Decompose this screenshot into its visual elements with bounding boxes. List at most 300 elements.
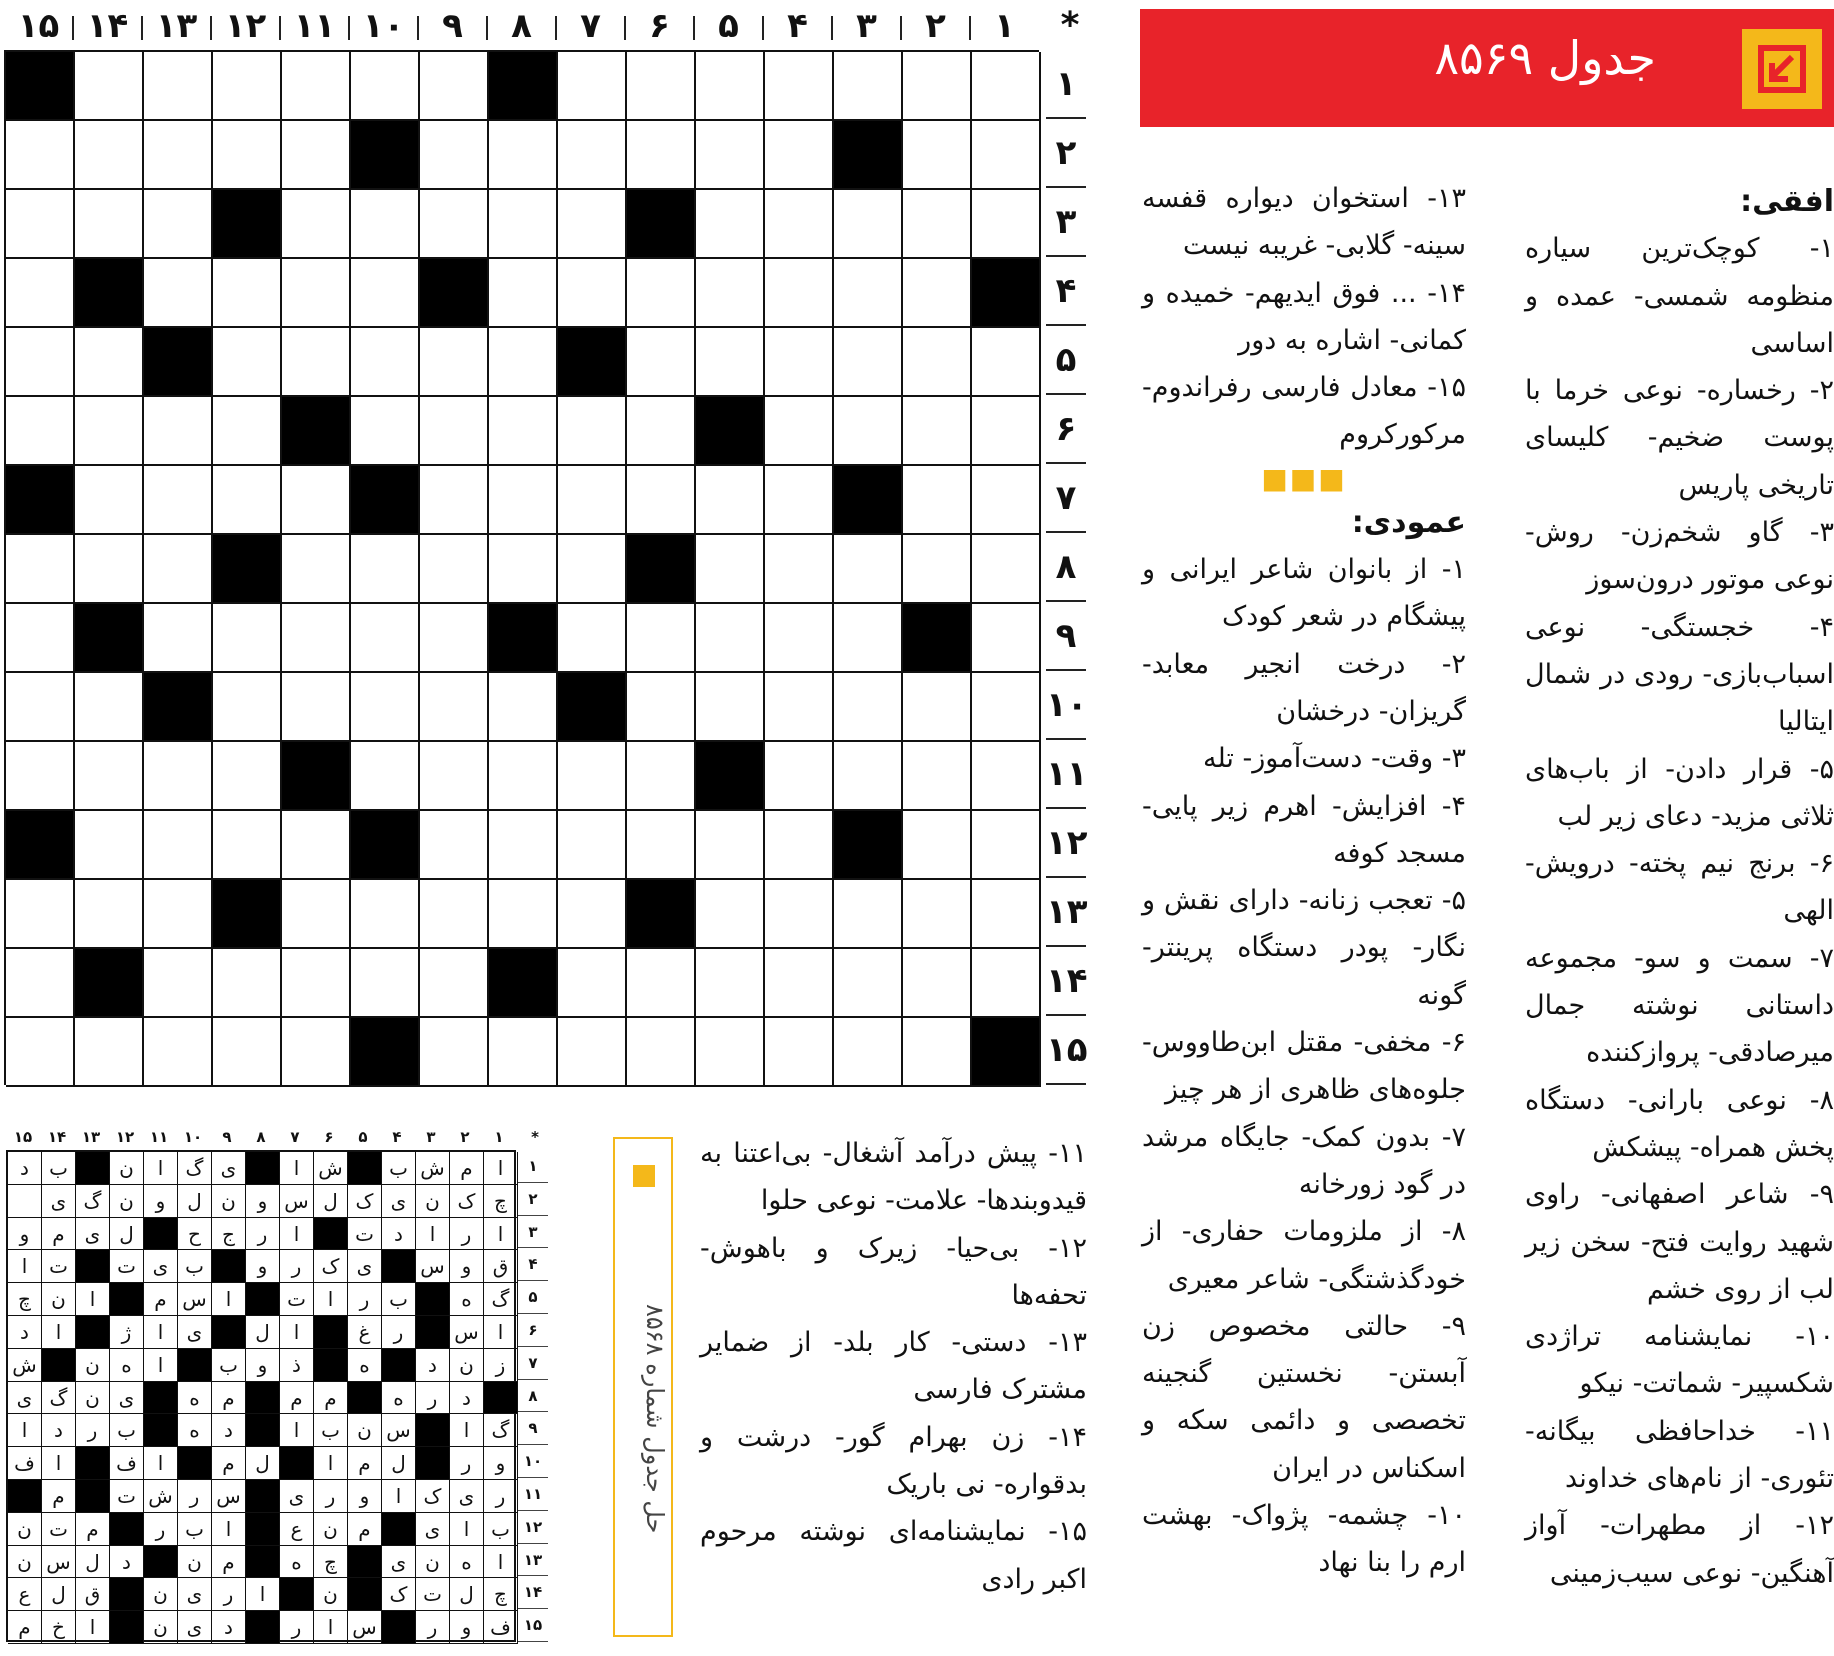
grid-cell[interactable] — [972, 949, 1041, 1018]
grid-cell[interactable] — [282, 604, 351, 673]
grid-cell[interactable] — [765, 121, 834, 190]
grid-cell[interactable] — [144, 397, 213, 466]
grid-cell[interactable] — [489, 811, 558, 880]
solution-cell: ر — [144, 1513, 178, 1546]
solution-black-cell — [246, 1414, 280, 1447]
grid-cell[interactable] — [972, 328, 1041, 397]
grid-cell[interactable] — [627, 1018, 696, 1087]
column-number: ۳ — [856, 6, 877, 46]
black-cell — [972, 259, 1041, 328]
grid-cell[interactable] — [558, 466, 627, 535]
grid-cell[interactable] — [765, 880, 834, 949]
solution-cell: ا — [212, 1283, 246, 1316]
grid-cell[interactable] — [972, 604, 1041, 673]
grid-cell[interactable] — [627, 397, 696, 466]
grid-cell[interactable] — [972, 121, 1041, 190]
grid-cell[interactable] — [903, 121, 972, 190]
clue: ۷- سمت و سو- مجموعه داستانی نوشته جمال میرصادقی- پروازکننده — [1525, 942, 1834, 1069]
solution-cell: ا — [416, 1218, 450, 1251]
clue: ۱۴- زن بهرام گور- درشت و بدقواره- نی باریک — [700, 1421, 1087, 1501]
solution-cell: ک — [450, 1185, 484, 1218]
solution-cell: ا — [280, 1218, 314, 1251]
grid-cell[interactable] — [627, 52, 696, 121]
header-banner — [1140, 9, 1834, 127]
grid-cell[interactable] — [489, 742, 558, 811]
grid-cell[interactable] — [765, 535, 834, 604]
solution-cell: ن — [314, 1513, 348, 1546]
grid-cell[interactable] — [282, 466, 351, 535]
grid-cell[interactable] — [765, 466, 834, 535]
grid-cell[interactable] — [144, 52, 213, 121]
grid-cell[interactable] — [834, 949, 903, 1018]
solution-cell: ل — [246, 1447, 280, 1480]
grid-cell[interactable] — [972, 52, 1041, 121]
grid-cell[interactable] — [903, 742, 972, 811]
grid-cell[interactable] — [75, 397, 144, 466]
solution-cell: ق — [484, 1250, 518, 1283]
grid-cell[interactable] — [351, 535, 420, 604]
solution-cell: ا — [484, 1152, 518, 1185]
column-number: ۵ — [718, 6, 739, 46]
grid-cell[interactable] — [420, 949, 489, 1018]
solution-black-cell — [314, 1316, 348, 1349]
solution-cell: ا — [450, 1414, 484, 1447]
grid-cell[interactable] — [75, 1018, 144, 1087]
grid-cell[interactable] — [213, 742, 282, 811]
solution-cell: ل — [110, 1218, 144, 1251]
grid-cell[interactable] — [696, 328, 765, 397]
grid-cell[interactable] — [903, 949, 972, 1018]
grid-cell[interactable] — [834, 880, 903, 949]
logo — [1742, 29, 1822, 109]
solution-column-number: ۱۵ — [13, 1128, 33, 1146]
grid-cell[interactable] — [6, 604, 75, 673]
grid-cell[interactable] — [420, 1018, 489, 1087]
grid-cell[interactable] — [489, 259, 558, 328]
grid-cell[interactable] — [144, 880, 213, 949]
grid-cell[interactable] — [6, 673, 75, 742]
grid-cell[interactable] — [420, 397, 489, 466]
grid-cell[interactable] — [351, 604, 420, 673]
solution-cell: ل — [178, 1185, 212, 1218]
grid-cell[interactable] — [420, 880, 489, 949]
grid-cell[interactable] — [558, 742, 627, 811]
solution-cell: ا — [8, 1414, 42, 1447]
grid-cell[interactable] — [420, 328, 489, 397]
grid-cell[interactable] — [627, 121, 696, 190]
grid-cell[interactable] — [834, 604, 903, 673]
grid-cell[interactable] — [903, 397, 972, 466]
grid-cell[interactable] — [144, 535, 213, 604]
grid-cell[interactable] — [696, 259, 765, 328]
grid-cell[interactable] — [696, 949, 765, 1018]
grid-cell[interactable] — [903, 880, 972, 949]
grid-cell[interactable] — [696, 535, 765, 604]
black-cell — [351, 121, 420, 190]
solution-cell: و — [246, 1349, 280, 1382]
grid-cell[interactable] — [489, 880, 558, 949]
grid-cell[interactable] — [6, 328, 75, 397]
grid-cell[interactable] — [420, 673, 489, 742]
solution-black-cell — [348, 1546, 382, 1579]
solution-cell: ن — [76, 1382, 110, 1415]
grid-cell[interactable] — [6, 880, 75, 949]
solution-cell: ی — [382, 1185, 416, 1218]
solution-cell: ت — [416, 1578, 450, 1611]
grid-cell[interactable] — [627, 604, 696, 673]
solution-black-cell — [314, 1349, 348, 1382]
solution-cell: ع — [8, 1578, 42, 1611]
grid-cell[interactable] — [903, 190, 972, 259]
grid-cell[interactable] — [213, 397, 282, 466]
grid-cell[interactable] — [6, 397, 75, 466]
grid-cell[interactable] — [213, 52, 282, 121]
solution-column-number: ۷ — [290, 1128, 300, 1146]
solution-cell: ت — [280, 1283, 314, 1316]
solution-cell: چ — [314, 1546, 348, 1579]
grid-cell[interactable] — [282, 259, 351, 328]
grid-cell[interactable] — [351, 259, 420, 328]
solution-cell: ت — [348, 1218, 382, 1251]
grid-cell[interactable] — [834, 259, 903, 328]
grid-cell[interactable] — [696, 604, 765, 673]
grid-cell[interactable] — [627, 742, 696, 811]
solution-cell: د — [8, 1316, 42, 1349]
grid-cell[interactable] — [696, 466, 765, 535]
solution-cell: ه — [348, 1349, 382, 1382]
grid-cell[interactable] — [972, 880, 1041, 949]
grid-cell[interactable] — [696, 52, 765, 121]
column-number: ۲ — [925, 6, 946, 46]
grid-cell[interactable] — [420, 466, 489, 535]
grid-cell[interactable] — [627, 328, 696, 397]
solution-cell: ش — [144, 1480, 178, 1513]
solution-cell: د — [212, 1611, 246, 1644]
across-list-continued — [1142, 175, 1466, 459]
grid-cell[interactable] — [144, 259, 213, 328]
grid-cell[interactable] — [282, 949, 351, 1018]
grid-cell[interactable] — [282, 880, 351, 949]
clues-bottom-column — [700, 1130, 1087, 1603]
grid-cell[interactable] — [903, 1018, 972, 1087]
solution-column-number: ۱۴ — [47, 1128, 67, 1146]
grid-cell[interactable] — [627, 466, 696, 535]
grid-cell[interactable] — [903, 466, 972, 535]
grid-cell[interactable] — [834, 397, 903, 466]
solution-cell: ی — [178, 1578, 212, 1611]
grid-cell[interactable] — [213, 121, 282, 190]
column-number: ۱۲ — [224, 6, 267, 46]
solution-cell: ی — [382, 1546, 416, 1579]
solution-cell: س — [416, 1250, 450, 1283]
solution-black-cell — [348, 1152, 382, 1185]
grid-cell[interactable] — [420, 121, 489, 190]
grid-cell[interactable] — [75, 673, 144, 742]
grid-cell[interactable] — [489, 535, 558, 604]
black-cell — [144, 328, 213, 397]
grid-cell[interactable] — [6, 259, 75, 328]
grid-cell[interactable] — [765, 673, 834, 742]
grid-cell[interactable] — [696, 121, 765, 190]
grid-cell[interactable] — [144, 121, 213, 190]
solution-cell: ر — [348, 1283, 382, 1316]
grid-cell[interactable] — [627, 811, 696, 880]
grid-cell[interactable] — [144, 949, 213, 1018]
black-cell — [75, 604, 144, 673]
solution-row-number: ۱۳ — [518, 1544, 548, 1577]
column-number: ۱۰ — [362, 6, 405, 46]
grid-cell[interactable] — [558, 880, 627, 949]
black-cell — [282, 397, 351, 466]
grid-cell[interactable] — [972, 742, 1041, 811]
grid-cell[interactable] — [75, 52, 144, 121]
solution-cell: س — [348, 1611, 382, 1644]
grid-cell[interactable] — [144, 811, 213, 880]
solution-black-cell — [76, 1250, 110, 1283]
grid-cell[interactable] — [75, 811, 144, 880]
grid-cell[interactable] — [834, 673, 903, 742]
grid-cell[interactable] — [765, 811, 834, 880]
section-divider: ■■■ — [1261, 461, 1347, 495]
grid-cell[interactable] — [282, 190, 351, 259]
solution-cell: ه — [178, 1414, 212, 1447]
grid-cell[interactable] — [696, 1018, 765, 1087]
grid-cell[interactable] — [282, 121, 351, 190]
grid-cell[interactable] — [489, 466, 558, 535]
grid-cell[interactable] — [903, 259, 972, 328]
solution-black-cell — [246, 1283, 280, 1316]
grid-cell[interactable] — [972, 673, 1041, 742]
solution-cell: و — [8, 1218, 42, 1251]
grid-cell[interactable] — [213, 673, 282, 742]
grid-cell[interactable] — [351, 190, 420, 259]
grid-cell[interactable] — [558, 52, 627, 121]
grid-cell[interactable] — [351, 742, 420, 811]
grid-cell[interactable] — [558, 604, 627, 673]
grid-cell[interactable] — [696, 811, 765, 880]
grid-cell[interactable] — [627, 259, 696, 328]
grid-cell[interactable] — [972, 397, 1041, 466]
solution-cell: ب — [314, 1414, 348, 1447]
grid-cell[interactable] — [765, 604, 834, 673]
grid-cell[interactable] — [75, 328, 144, 397]
grid-cell[interactable] — [834, 52, 903, 121]
grid-cell[interactable] — [351, 949, 420, 1018]
grid-cell[interactable] — [489, 328, 558, 397]
solution-cell: ذ — [280, 1349, 314, 1382]
grid-cell[interactable] — [144, 1018, 213, 1087]
grid-cell[interactable] — [420, 742, 489, 811]
clue: ۶- مخفی- مقتل ابن‌طاووس- جلوه‌های ظاهری از هر چیز — [1142, 1027, 1466, 1106]
solution-cell: ر — [484, 1480, 518, 1513]
grid-cell[interactable] — [144, 604, 213, 673]
grid-cell[interactable] — [420, 190, 489, 259]
solution-cell: د — [212, 1414, 246, 1447]
solution-black-cell — [280, 1578, 314, 1611]
grid-cell[interactable] — [6, 190, 75, 259]
grid-cell[interactable] — [972, 466, 1041, 535]
grid-cell[interactable] — [144, 190, 213, 259]
grid-cell[interactable] — [213, 811, 282, 880]
row-number: ۱۴ — [1046, 947, 1086, 1016]
grid-cell[interactable] — [489, 1018, 558, 1087]
clue: ۱- از بانوان شاعر ایرانی و پیشگام در شعر کودک — [1142, 554, 1466, 633]
grid-cell[interactable] — [213, 604, 282, 673]
clue: ۱۳- دستی- کار بلد- از ضمایر مشترک فارسی — [700, 1327, 1087, 1406]
grid-cell[interactable] — [420, 535, 489, 604]
grid-cell[interactable] — [558, 949, 627, 1018]
down-heading: عمودی: — [1351, 504, 1466, 540]
grid-cell[interactable] — [696, 673, 765, 742]
grid-cell[interactable] — [351, 52, 420, 121]
grid-cell[interactable] — [420, 604, 489, 673]
solution-black-cell — [416, 1283, 450, 1316]
grid-cell[interactable] — [75, 466, 144, 535]
grid-cell[interactable] — [903, 673, 972, 742]
grid-cell[interactable] — [903, 811, 972, 880]
black-cell — [213, 880, 282, 949]
grid-cell[interactable] — [282, 1018, 351, 1087]
grid-cell[interactable] — [282, 52, 351, 121]
grid-cell[interactable] — [765, 190, 834, 259]
solution-cell: د — [416, 1349, 450, 1382]
grid-cell[interactable] — [903, 52, 972, 121]
grid-cell[interactable] — [144, 466, 213, 535]
black-cell — [972, 1018, 1041, 1087]
black-cell — [489, 52, 558, 121]
grid-cell[interactable] — [627, 949, 696, 1018]
grid-cell[interactable] — [972, 190, 1041, 259]
grid-cell[interactable] — [834, 742, 903, 811]
grid-cell[interactable] — [351, 880, 420, 949]
grid-cell[interactable] — [834, 190, 903, 259]
grid-cell[interactable] — [6, 1018, 75, 1087]
grid-cell[interactable] — [558, 535, 627, 604]
solution-cell: س — [280, 1185, 314, 1218]
solution-cell: ن — [450, 1349, 484, 1382]
black-cell — [75, 259, 144, 328]
solution-cell: س — [382, 1414, 416, 1447]
solution-cell: ب — [382, 1283, 416, 1316]
grid-cell[interactable] — [282, 811, 351, 880]
grid-cell[interactable] — [558, 190, 627, 259]
solution-column-number: ۸ — [256, 1128, 266, 1146]
solution-cell: ف — [484, 1611, 518, 1644]
grid-cell[interactable] — [75, 535, 144, 604]
solution-row-number: ۲ — [518, 1183, 548, 1216]
solution-cell: ر — [416, 1611, 450, 1644]
row-number: ۳ — [1046, 188, 1086, 257]
grid-cell[interactable] — [351, 397, 420, 466]
solution-cell: ا — [314, 1283, 348, 1316]
grid-cell[interactable] — [282, 673, 351, 742]
grid-cell[interactable] — [213, 259, 282, 328]
grid-cell[interactable] — [282, 328, 351, 397]
grid-cell[interactable] — [765, 52, 834, 121]
grid-cell[interactable] — [6, 949, 75, 1018]
solution-column-number: ۱۱ — [149, 1128, 169, 1146]
grid-cell[interactable] — [75, 121, 144, 190]
grid-cell[interactable] — [213, 949, 282, 1018]
grid-cell[interactable] — [765, 742, 834, 811]
grid-cell[interactable] — [834, 328, 903, 397]
grid-cell[interactable] — [489, 121, 558, 190]
grid-cell[interactable] — [75, 742, 144, 811]
grid-cell[interactable] — [489, 673, 558, 742]
grid-cell[interactable] — [972, 811, 1041, 880]
grid-cell[interactable] — [834, 1018, 903, 1087]
solution-cell: ا — [280, 1414, 314, 1447]
solution-row-number: ۳ — [518, 1216, 548, 1249]
grid-cell[interactable] — [765, 949, 834, 1018]
grid-cell[interactable] — [627, 673, 696, 742]
grid-cell[interactable] — [765, 328, 834, 397]
solution-cell: و — [450, 1250, 484, 1283]
solution-cell: چ — [484, 1185, 518, 1218]
grid-cell[interactable] — [6, 121, 75, 190]
solution-cell: ن — [314, 1578, 348, 1611]
solution-black-cell — [76, 1316, 110, 1349]
black-cell — [627, 190, 696, 259]
grid-cell[interactable] — [6, 535, 75, 604]
grid-cell[interactable] — [558, 1018, 627, 1087]
grid-cell[interactable] — [6, 742, 75, 811]
grid-cell[interactable] — [282, 535, 351, 604]
solution-column-number: ۱۳ — [81, 1128, 101, 1146]
grid-cell[interactable] — [558, 121, 627, 190]
grid-cell[interactable] — [696, 880, 765, 949]
grid-cell[interactable] — [489, 397, 558, 466]
grid-cell[interactable] — [696, 190, 765, 259]
solution-cell: ن — [110, 1152, 144, 1185]
grid-cell[interactable] — [765, 1018, 834, 1087]
solution-cell: د — [8, 1152, 42, 1185]
grid-cell[interactable] — [972, 535, 1041, 604]
black-cell — [213, 535, 282, 604]
grid-cell[interactable] — [558, 259, 627, 328]
grid-cell[interactable] — [75, 880, 144, 949]
grid-cell[interactable] — [213, 1018, 282, 1087]
grid-cell[interactable] — [765, 259, 834, 328]
solution-column-number: ۳ — [426, 1128, 436, 1146]
column-number: ۶ — [649, 6, 670, 46]
grid-cell[interactable] — [75, 190, 144, 259]
solution-cell: ر — [416, 1382, 450, 1415]
black-cell — [627, 880, 696, 949]
grid-cell[interactable] — [213, 466, 282, 535]
grid-cell[interactable] — [765, 397, 834, 466]
grid-cell[interactable] — [420, 811, 489, 880]
grid-cell[interactable] — [903, 328, 972, 397]
grid-cell[interactable] — [558, 397, 627, 466]
grid-cell[interactable] — [213, 328, 282, 397]
solution-cell: چ — [484, 1578, 518, 1611]
grid-cell[interactable] — [351, 328, 420, 397]
grid-cell[interactable] — [144, 742, 213, 811]
grid-cell[interactable] — [558, 811, 627, 880]
row-number: ۸ — [1046, 533, 1086, 602]
solution-cell: س — [212, 1480, 246, 1513]
solution-cell: ب — [42, 1152, 76, 1185]
solution-black-cell — [76, 1480, 110, 1513]
grid-cell[interactable] — [420, 52, 489, 121]
grid-cell[interactable] — [834, 535, 903, 604]
grid-cell[interactable] — [903, 535, 972, 604]
solution-cell: م — [42, 1480, 76, 1513]
solution-black-cell — [212, 1250, 246, 1283]
grid-cell[interactable] — [489, 190, 558, 259]
grid-cell[interactable] — [351, 673, 420, 742]
